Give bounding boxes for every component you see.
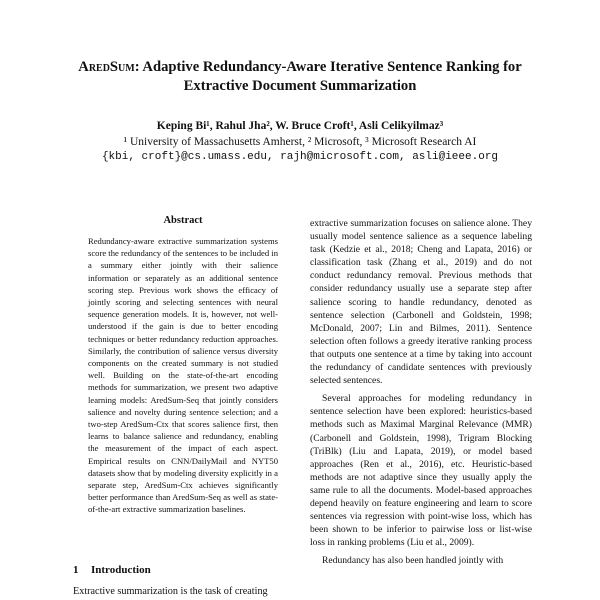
section-1-heading — [73, 564, 293, 576]
title-line-2: Extractive Document Summarization — [183, 78, 417, 94]
right-column — [310, 217, 532, 567]
model-name: AredSum — [78, 59, 135, 75]
paper-title — [60, 58, 540, 96]
section-number: 1 — [73, 564, 79, 576]
title-line-1: AredSum: Adaptive Redundancy-Aware Iterative Sentence Ranking for — [78, 59, 522, 75]
introduction-text: Extractive summarization is the task of creating — [73, 586, 268, 597]
paragraph-3: Redundancy has also been handled jointly with — [322, 555, 504, 567]
author-emails: {kbi, croft}@cs.umass.edu, rajh@microsoft.com, asli@ieee.org — [101, 151, 499, 163]
paragraph-1: extractive summarization focuses on salience alone. They usually model sentence salience as a sequence labeling task (Kedzie et al., 2018; Cheng and Lapata, 2016) or classification task (Zhang et al., 2019) and do not conduct redundancy removal. Previous methods that consider redundancy usually use a separate step after salience scoring to handle redundancy, denoted as sentence selection (Carbonell and Goldstein, 1998; McDonald, 2007; Lin and Bilmes, 2011). Sentence selection often follows a greedy iterative ranking process that outputs one sentence at a time by taking into account the redundancy of candidate sentences with previously selected sentences. — [310, 218, 532, 387]
abstract-text: Redundancy-aware extractive summarization systems score the redundancy of the sentences to be included in a summary either jointly with their salience information or separately as an additional sentence scoring step. Previous work shows the efficacy of jointly scoring and selecting sentences with neural sequence generation models. It is, however, not well-understood if the gain is due to better encoding techniques or better redundancy reduction approaches. Similarly, the contribution of salience versus diversity components on the created summary is not studied well. Building on the state-of-the-art encoding methods for summarization, we present two adaptive learning models: AredSum-Seq that jointly considers salience and novelty during sentence selection; and a two-step AredSum-Ctx that scores salience first, then learns to balance salience and redundancy, enabling the measurement of the impact of each aspect. Empirical results on CNN/DailyMail and NYT50 datasets show that by modeling diversity explicitly in a separate step, AredSum-Ctx achieves significantly better performance than AredSum-Seq as well as state-of-the-art extractive summarization baselines. — [88, 236, 278, 515]
section-title: Introduction — [91, 564, 151, 576]
affiliations: ¹ University of Massachusetts Amherst, ² Microsoft, ³ Microsoft Research AI — [123, 136, 477, 148]
abstract-heading: Abstract — [163, 215, 203, 226]
paragraph-2: Several approaches for modeling redundancy in sentence selection have been explored: heuristics-based methods such as Maximal Marginal Relevance (MMR) (Carbonell and Goldstein, 1998), Trigram Blocking (TriBlk) (Liu and Lapata, 2019), or model based approaches (Ren et al., 2016), etc. Heuristic-based methods are not adaptive since they usually apply the same rule to all the documents. Model-based approaches depend heavily on feature engineering and learn to score sentences via regression with point-wise loss, which has been shown to be inferior to pairwise loss or list-wise loss in ranking problems (Liu et al., 2009). — [310, 393, 532, 549]
author-list: Keping Bi¹, Rahul Jha², W. Bruce Croft¹, Asli Celikyilmaz³ — [156, 120, 444, 132]
